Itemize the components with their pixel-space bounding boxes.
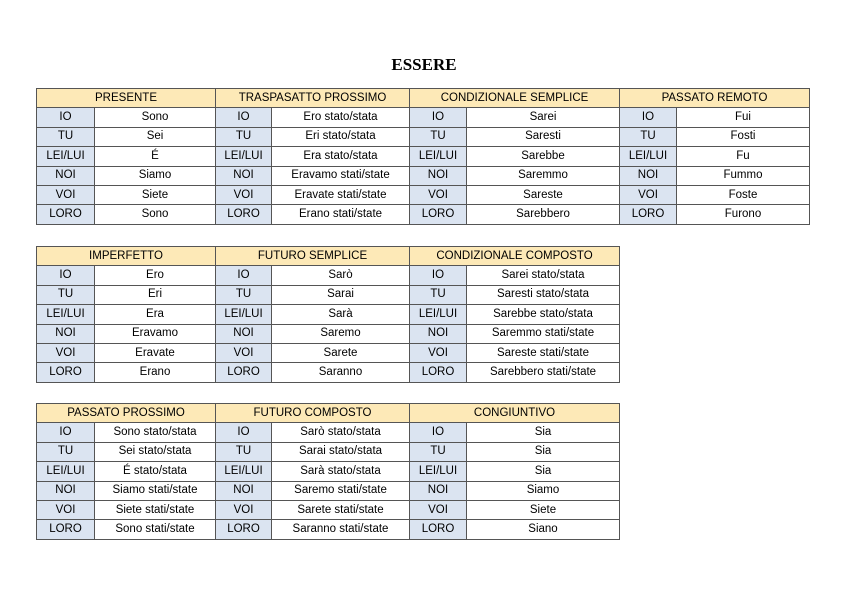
table-row xyxy=(37,266,620,285)
pronoun-cell: LEI/LUI xyxy=(37,305,95,324)
pronoun-cell: TU xyxy=(410,442,467,461)
pronoun-cell: LORO xyxy=(216,363,272,382)
conjugation-table-3 xyxy=(36,403,620,540)
pronoun-cell: LEI/LUI xyxy=(216,305,272,324)
pronoun-cell: NOI xyxy=(216,324,272,343)
verb-form-cell: Sarete xyxy=(272,343,410,362)
verb-form-cell: Saresti stato/stata xyxy=(467,285,620,304)
verb-form-cell: Eravate stati/state xyxy=(272,185,410,204)
verb-form-cell: Sei xyxy=(95,127,216,146)
verb-form-cell: Foste xyxy=(677,185,810,204)
pronoun-cell: LORO xyxy=(410,363,467,382)
table-header-row xyxy=(37,89,810,108)
verb-form-cell: Siamo stati/state xyxy=(95,481,216,500)
verb-form-cell: Siete xyxy=(95,185,216,204)
pronoun-cell: VOI xyxy=(410,185,467,204)
verb-form-cell: Eri xyxy=(95,285,216,304)
pronoun-cell: TU xyxy=(620,127,677,146)
pronoun-cell: VOI xyxy=(216,500,272,519)
verb-form-cell: Fummo xyxy=(677,166,810,185)
table-row xyxy=(37,185,810,204)
table-row xyxy=(37,343,620,362)
pronoun-cell: LEI/LUI xyxy=(37,147,95,166)
pronoun-cell: VOI xyxy=(410,343,467,362)
verb-form-cell: Ero xyxy=(95,266,216,285)
pronoun-cell: LORO xyxy=(37,520,95,539)
pronoun-cell: LEI/LUI xyxy=(620,147,677,166)
table-row xyxy=(37,127,810,146)
verb-form-cell: Sia xyxy=(467,442,620,461)
pronoun-cell: IO xyxy=(620,108,677,127)
verb-form-cell: É xyxy=(95,147,216,166)
table-row xyxy=(37,363,620,382)
pronoun-cell: VOI xyxy=(216,185,272,204)
verb-form-cell: Sarei xyxy=(467,108,620,127)
verb-form-cell: Sono stato/stata xyxy=(95,423,216,442)
verb-form-cell: Sarebbe stato/stata xyxy=(467,305,620,324)
pronoun-cell: IO xyxy=(216,423,272,442)
pronoun-cell: NOI xyxy=(410,481,467,500)
pronoun-cell: TU xyxy=(37,285,95,304)
pronoun-cell: NOI xyxy=(216,166,272,185)
pronoun-cell: TU xyxy=(37,127,95,146)
verb-form-cell: Sono xyxy=(95,205,216,224)
verb-form-cell: Sarebbero xyxy=(467,205,620,224)
verb-form-cell: Saremo xyxy=(272,324,410,343)
pronoun-cell: NOI xyxy=(410,324,467,343)
verb-form-cell: Era xyxy=(95,305,216,324)
table-row xyxy=(37,423,620,442)
verb-form-cell: Siano xyxy=(467,520,620,539)
verb-form-cell: Sarai stato/stata xyxy=(272,442,410,461)
pronoun-cell: IO xyxy=(37,423,95,442)
tense-header: FUTURO COMPOSTO xyxy=(216,404,410,423)
verb-form-cell: Saremmo xyxy=(467,166,620,185)
pronoun-cell: IO xyxy=(37,108,95,127)
pronoun-cell: IO xyxy=(410,266,467,285)
verb-form-cell: Sareste stati/state xyxy=(467,343,620,362)
verb-form-cell: Saranno xyxy=(272,363,410,382)
pronoun-cell: TU xyxy=(216,127,272,146)
pronoun-cell: LEI/LUI xyxy=(410,147,467,166)
verb-form-cell: Sarai xyxy=(272,285,410,304)
pronoun-cell: NOI xyxy=(37,166,95,185)
verb-form-cell: Sia xyxy=(467,462,620,481)
tense-header: PASSATO PROSSIMO xyxy=(37,404,216,423)
table-row xyxy=(37,520,620,539)
pronoun-cell: VOI xyxy=(620,185,677,204)
table-row xyxy=(37,108,810,127)
pronoun-cell: LORO xyxy=(620,205,677,224)
table-header-row xyxy=(37,247,620,266)
table-header-row xyxy=(37,404,620,423)
table-row xyxy=(37,147,810,166)
pronoun-cell: NOI xyxy=(37,324,95,343)
pronoun-cell: NOI xyxy=(216,481,272,500)
pronoun-cell: LORO xyxy=(410,205,467,224)
pronoun-cell: IO xyxy=(410,108,467,127)
pronoun-cell: NOI xyxy=(410,166,467,185)
pronoun-cell: LORO xyxy=(410,520,467,539)
verb-form-cell: Siamo xyxy=(95,166,216,185)
table-row xyxy=(37,481,620,500)
verb-form-cell: Sareste xyxy=(467,185,620,204)
verb-form-cell: Saranno stati/state xyxy=(272,520,410,539)
verb-form-cell: Saremmo stati/state xyxy=(467,324,620,343)
pronoun-cell: TU xyxy=(410,285,467,304)
tense-header: CONGIUNTIVO xyxy=(410,404,620,423)
table-row xyxy=(37,324,620,343)
pronoun-cell: LORO xyxy=(216,205,272,224)
pronoun-cell: LORO xyxy=(37,205,95,224)
tense-header: CONDIZIONALE SEMPLICE xyxy=(410,89,620,108)
verb-form-cell: Sarei stato/stata xyxy=(467,266,620,285)
verb-form-cell: Erano xyxy=(95,363,216,382)
verb-form-cell: Sarà xyxy=(272,305,410,324)
pronoun-cell: LORO xyxy=(216,520,272,539)
pronoun-cell: TU xyxy=(410,127,467,146)
verb-form-cell: Sarò xyxy=(272,266,410,285)
verb-form-cell: Saremo stati/state xyxy=(272,481,410,500)
verb-form-cell: Eri stato/stata xyxy=(272,127,410,146)
verb-form-cell: Eravamo xyxy=(95,324,216,343)
verb-form-cell: Sono xyxy=(95,108,216,127)
tense-header: PASSATO REMOTO xyxy=(620,89,810,108)
pronoun-cell: VOI xyxy=(37,343,95,362)
verb-form-cell: Siamo xyxy=(467,481,620,500)
verb-form-cell: Eravamo stati/state xyxy=(272,166,410,185)
verb-form-cell: Fu xyxy=(677,147,810,166)
verb-form-cell: Sarebbe xyxy=(467,147,620,166)
verb-form-cell: Siete xyxy=(467,500,620,519)
tense-header: PRESENTE xyxy=(37,89,216,108)
verb-form-cell: Siete stati/state xyxy=(95,500,216,519)
table-row xyxy=(37,305,620,324)
verb-form-cell: Sarò stato/stata xyxy=(272,423,410,442)
pronoun-cell: TU xyxy=(216,442,272,461)
pronoun-cell: LEI/LUI xyxy=(410,305,467,324)
verb-form-cell: Sei stato/stata xyxy=(95,442,216,461)
tense-header: TRASPASATTO PROSSIMO xyxy=(216,89,410,108)
pronoun-cell: LEI/LUI xyxy=(216,462,272,481)
conjugation-table-1 xyxy=(36,88,810,225)
verb-form-cell: Eravate xyxy=(95,343,216,362)
tense-header: CONDIZIONALE COMPOSTO xyxy=(410,247,620,266)
verb-form-cell: Saresti xyxy=(467,127,620,146)
pronoun-cell: VOI xyxy=(410,500,467,519)
pronoun-cell: IO xyxy=(37,266,95,285)
pronoun-cell: VOI xyxy=(37,185,95,204)
pronoun-cell: LEI/LUI xyxy=(410,462,467,481)
pronoun-cell: LEI/LUI xyxy=(37,462,95,481)
verb-form-cell: Sia xyxy=(467,423,620,442)
verb-form-cell: É stato/stata xyxy=(95,462,216,481)
pronoun-cell: IO xyxy=(216,108,272,127)
pronoun-cell: VOI xyxy=(37,500,95,519)
pronoun-cell: TU xyxy=(37,442,95,461)
verb-form-cell: Ero stato/stata xyxy=(272,108,410,127)
table-row xyxy=(37,205,810,224)
pronoun-cell: LORO xyxy=(37,363,95,382)
pronoun-cell: TU xyxy=(216,285,272,304)
conjugation-table-2 xyxy=(36,246,620,383)
table-row xyxy=(37,285,620,304)
verb-form-cell: Sono stati/state xyxy=(95,520,216,539)
verb-form-cell: Sarebbero stati/state xyxy=(467,363,620,382)
pronoun-cell: NOI xyxy=(620,166,677,185)
verb-form-cell: Furono xyxy=(677,205,810,224)
verb-form-cell: Fui xyxy=(677,108,810,127)
tense-header: FUTURO SEMPLICE xyxy=(216,247,410,266)
verb-form-cell: Sarete stati/state xyxy=(272,500,410,519)
verb-form-cell: Fosti xyxy=(677,127,810,146)
verb-form-cell: Sarà stato/stata xyxy=(272,462,410,481)
verb-form-cell: Erano stati/state xyxy=(272,205,410,224)
tense-header: IMPERFETTO xyxy=(37,247,216,266)
pronoun-cell: NOI xyxy=(37,481,95,500)
pronoun-cell: IO xyxy=(410,423,467,442)
verb-form-cell: Era stato/stata xyxy=(272,147,410,166)
table-row xyxy=(37,442,620,461)
table-row xyxy=(37,166,810,185)
table-row xyxy=(37,462,620,481)
page-title: ESSERE xyxy=(391,55,457,74)
pronoun-cell: VOI xyxy=(216,343,272,362)
table-row xyxy=(37,500,620,519)
pronoun-cell: LEI/LUI xyxy=(216,147,272,166)
pronoun-cell: IO xyxy=(216,266,272,285)
